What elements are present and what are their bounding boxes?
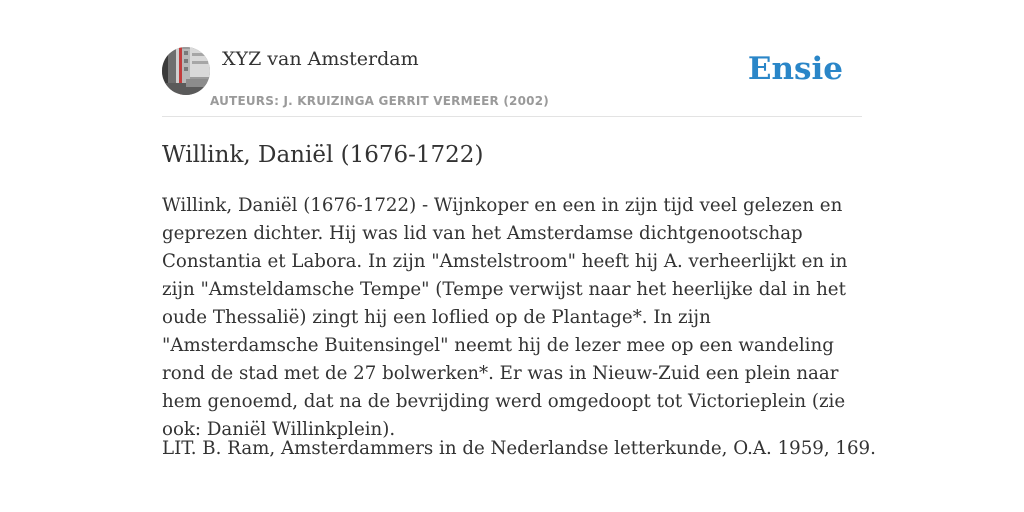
book-cover-icon [162,47,210,95]
entry-body: Willink, Daniël (1676-1722) - Wijnkoper en een in zijn tijd veel gelezen en geprezen dichter. Hij was lid van het Amsterdamse dichtgenootschap Constantia et Labora. In zijn "Amstelstroom" heeft hij A. verheerlijkt en in zijn "Amsteldamsche Tempe" (Tempe verwijst naar het heerlijke dal in het oude Thessalië) zingt hij een loflied op de Plantage*. In zijn "Amsterdamsche Buitensingel" neemt hij de lezer mee op een wandeling rond de stad met de 27 bolwerken*. Er was in Nieuw-Zuid een plein naar hem genoemd, dat na de bevrijding werd omgedoopt tot Victorieplein (zie ook: Daniël Willinkplein). [162,195,848,440]
source-header [162,46,862,117]
source-title[interactable]: XYZ van Amsterdam [222,48,419,70]
ensie-logo[interactable]: Ensie [747,51,843,87]
literature-reference: LIT. B. Ram, Amsterdammers in de Nederlandse letterkunde, O.A. 1959, 169. [162,438,876,459]
entry-title: Willink, Daniël (1676-1722) [162,142,484,168]
source-avatar[interactable] [162,47,210,95]
authors-line: AUTEURS: J. KRUIZINGA GERRIT VERMEER (2002) [210,94,549,108]
